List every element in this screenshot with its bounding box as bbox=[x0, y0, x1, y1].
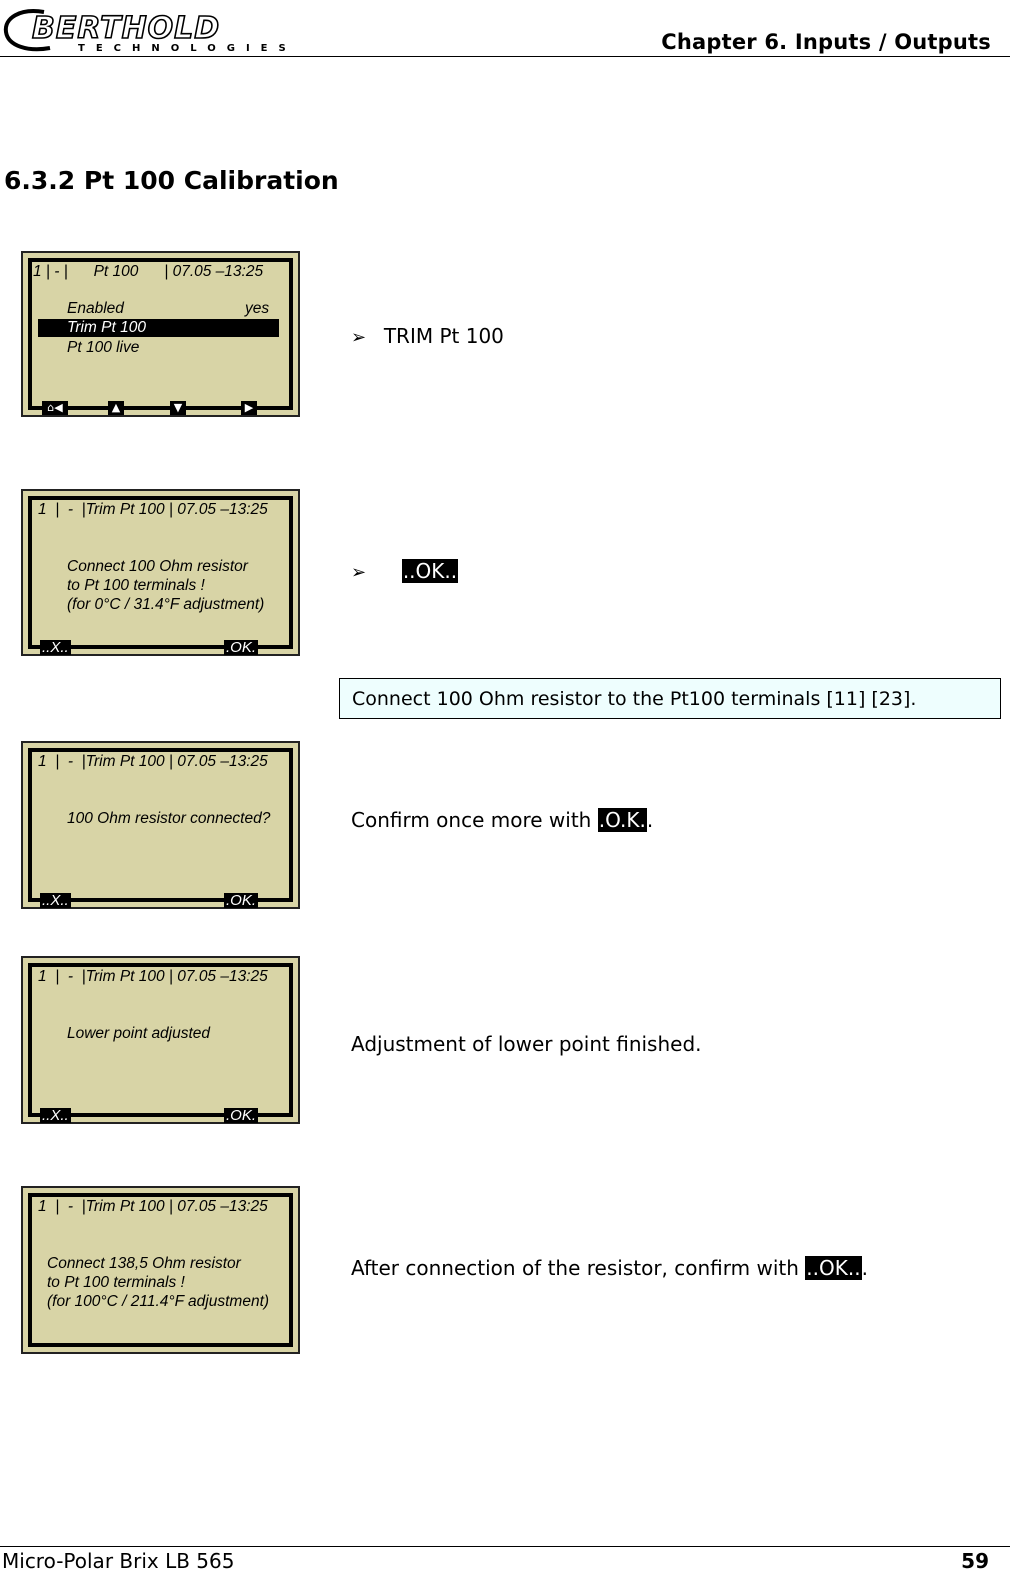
lcd-message-line1: 100 Ohm resistor connected? bbox=[67, 810, 271, 827]
step3-text-end: . bbox=[646, 808, 654, 832]
home-left-icon[interactable]: ⌂◀ bbox=[42, 401, 68, 415]
header-divider bbox=[0, 56, 1010, 57]
lcd-screen-connect-100 bbox=[21, 489, 300, 656]
cancel-key[interactable]: ..X.. bbox=[42, 1107, 69, 1124]
menu-item-enabled[interactable]: Enabled bbox=[67, 300, 124, 317]
lcd-message-line1: Lower point adjusted bbox=[67, 1025, 211, 1042]
step5-text-end: . bbox=[861, 1256, 868, 1280]
ok-key-label: ..OK.. bbox=[806, 1256, 861, 1280]
right-arrow-icon[interactable]: ▶ bbox=[241, 401, 257, 415]
down-arrow-icon[interactable]: ▼ bbox=[170, 401, 186, 415]
berthold-logo bbox=[2, 6, 302, 56]
step2-bullet bbox=[351, 559, 458, 583]
step5-text-main: After connection of the resistor, confirm with bbox=[351, 1256, 806, 1280]
ok-key[interactable]: .OK. bbox=[226, 639, 257, 656]
step3-text bbox=[351, 808, 653, 832]
svg-text:BERTHOLD: BERTHOLD bbox=[32, 11, 221, 46]
ok-key-label: ..OK.. bbox=[402, 559, 458, 583]
step4-text: Adjustment of lower point finished. bbox=[351, 1032, 702, 1056]
step3-text-main: Confirm once more with bbox=[351, 808, 598, 832]
svg-text:TECHNOLOGIES: TECHNOLOGIES bbox=[78, 43, 297, 54]
ok-key-label: .O.K. bbox=[598, 808, 646, 832]
lcd-message-line3: (for 100°C / 211.4°F adjustment) bbox=[47, 1293, 270, 1310]
up-arrow-icon[interactable]: ▲ bbox=[108, 401, 124, 415]
lcd-status-line: 1 | - |Trim Pt 100 | 07.05 –13:25 bbox=[38, 968, 268, 985]
menu-item-pt100-live[interactable]: Pt 100 live bbox=[67, 339, 140, 356]
lcd-message-line2: to Pt 100 terminals ! bbox=[67, 577, 205, 594]
note-box: Connect 100 Ohm resistor to the Pt100 terminals [11] [23]. bbox=[339, 678, 1001, 719]
lcd-message-line1: Connect 100 Ohm resistor bbox=[67, 558, 248, 575]
footer-divider bbox=[0, 1546, 1010, 1547]
ok-key[interactable]: .OK. bbox=[226, 1107, 257, 1124]
cancel-key[interactable]: ..X.. bbox=[42, 639, 69, 656]
lcd-status-line: 1 | - |Trim Pt 100 | 07.05 –13:25 bbox=[38, 753, 268, 770]
chapter-title: Chapter 6. Inputs / Outputs bbox=[661, 30, 991, 54]
lcd-status-line: 1 | - |Trim Pt 100 | 07.05 –13:25 bbox=[38, 1198, 268, 1215]
menu-item-trim-label: Trim Pt 100 bbox=[67, 319, 146, 336]
lcd-message-line2: to Pt 100 terminals ! bbox=[47, 1274, 185, 1291]
step1-text: TRIM Pt 100 bbox=[383, 324, 504, 348]
arrow-bullet-icon: ➢ bbox=[351, 562, 367, 583]
lcd-message-line1: Connect 138,5 Ohm resistor bbox=[47, 1255, 241, 1272]
ok-key[interactable]: .OK. bbox=[226, 892, 257, 909]
lcd-status-line: 1 | - | Pt 100 | 07.05 –13:25 bbox=[33, 263, 264, 280]
section-heading: 6.3.2 Pt 100 Calibration bbox=[4, 166, 339, 195]
step5-text bbox=[351, 1256, 868, 1280]
footer-product: Micro-Polar Brix LB 565 bbox=[2, 1549, 235, 1573]
lcd-message-line3: (for 0°C / 31.4°F adjustment) bbox=[67, 596, 265, 613]
cancel-key[interactable]: ..X.. bbox=[42, 892, 69, 909]
lcd-screen-resistor-connected bbox=[21, 741, 300, 909]
lcd-status-line: 1 | - |Trim Pt 100 | 07.05 –13:25 bbox=[38, 501, 268, 518]
menu-item-trim-selected[interactable] bbox=[38, 319, 279, 337]
arrow-bullet-icon: ➢ bbox=[351, 327, 367, 348]
lcd-screen-pt100-menu bbox=[21, 251, 300, 417]
menu-item-enabled-value: yes bbox=[245, 300, 270, 317]
lcd-screen-lower-point bbox=[21, 956, 300, 1124]
page-number: 59 bbox=[961, 1549, 989, 1573]
step1-bullet bbox=[351, 324, 504, 348]
lcd-screen-connect-138 bbox=[21, 1186, 300, 1354]
